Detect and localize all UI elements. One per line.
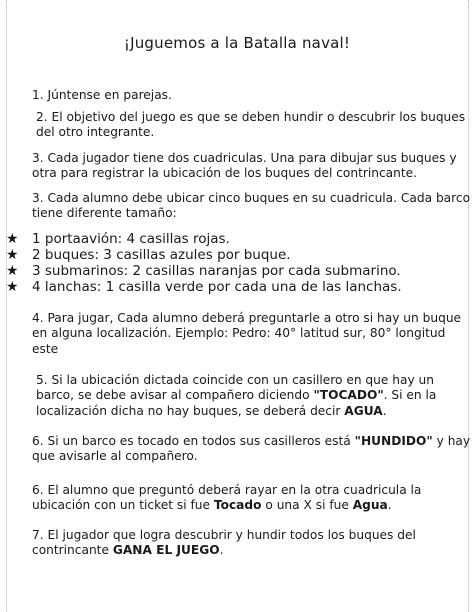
rule-2	[36, 110, 465, 141]
star-icon: ★	[6, 279, 19, 295]
win-keyword: GANA EL JUEGO	[112, 543, 220, 558]
rule-8-line-2	[32, 498, 421, 513]
rule-5-line-3: este	[32, 341, 59, 356]
rule-9-line-1: 7. El jugador que logra descubrir y hundir todos los buques del	[32, 528, 416, 542]
rule-7-text: y hay	[432, 434, 471, 448]
rule-8	[32, 483, 421, 514]
rule-8-line-1: 6. El alumno que preguntó deberá rayar en la otra cuadricula la	[32, 483, 422, 497]
rule-7-text: 6. Si un barco es tocado en todos sus casilleros está	[32, 434, 355, 448]
rule-4-line-1: 3. Cada alumno debe ubicar cinco buques en su cuadricula. Cada barco	[32, 191, 471, 205]
rule-6-line-1: 5. Si la ubicación dictada coincide con un casillero en que hay un	[36, 373, 434, 387]
rule-9-text: contrincante	[32, 543, 113, 558]
rule-5	[32, 311, 461, 357]
rule-3-line-2: otra para registrar la ubicación de los buques del contrincante.	[32, 166, 418, 181]
rule-9-line-2	[32, 543, 416, 558]
rule-6-text: localización dicha no hay buques, se deberá decir	[36, 403, 345, 418]
rule-2-line-2: del otro integrante.	[36, 125, 155, 140]
rule-3-line-1: 3. Cada jugador tiene dos cuadriculas. Una para dibujar sus buques y	[32, 151, 457, 165]
star-icon: ★	[6, 231, 19, 247]
hundido-keyword: "HUNDIDO"	[354, 434, 433, 448]
tocado-keyword: Tocado	[213, 498, 262, 513]
tocado-keyword: "TOCADO"	[313, 388, 384, 403]
rule-9-text: .	[219, 543, 224, 558]
agua-keyword: AGUA	[344, 403, 383, 418]
rule-6-text: .	[382, 403, 387, 418]
ship-item	[6, 279, 402, 295]
rule-7-line-2: que avisarle al compañero.	[32, 449, 198, 464]
rule-7	[32, 434, 470, 465]
rule-4	[32, 191, 470, 222]
rule-7-line-1	[32, 434, 470, 449]
rule-1: 1. Júntense en parejas.	[32, 88, 172, 102]
ship-item	[6, 247, 291, 263]
ship-item-label: 3 submarinos: 2 casillas naranjas por cada submarino.	[32, 263, 401, 279]
rule-6-text: barco, se debe avisar al compañero diciendo	[36, 388, 314, 403]
ship-item-label: 4 lanchas: 1 casilla verde por cada una de las lanchas.	[32, 279, 402, 295]
rule-9	[32, 528, 416, 559]
rule-5-line-1: 4. Para jugar, Cada alumno deberá preguntarle a otro si hay un buque	[32, 311, 462, 325]
ship-item	[6, 231, 230, 247]
rule-5-line-2: en alguna localización. Ejemplo: Pedro: 40° latitud sur, 80° longitud	[32, 326, 446, 341]
rule-8-text: .	[387, 498, 392, 513]
ship-item	[6, 263, 401, 279]
rule-4-line-2: tiene diferente tamaño:	[32, 206, 177, 221]
star-icon: ★	[6, 247, 19, 263]
rule-8-text: o una X si fue	[261, 498, 353, 513]
rule-6	[36, 373, 436, 419]
rule-2-line-1: 2. El objetivo del juego es que se deben hundir o descubrir los buques	[36, 110, 466, 124]
rule-6-line-3	[36, 404, 436, 419]
rule-6-line-2	[36, 388, 436, 403]
rule-8-text: ubicación con un ticket si fue	[32, 498, 214, 513]
ship-item-label: 1 portaavión: 4 casillas rojas.	[32, 231, 230, 247]
rule-3	[32, 151, 457, 182]
page-border-left	[6, 0, 7, 612]
rule-6-text: . Si en la	[383, 388, 437, 403]
page-title: ¡Juguemos a la Batalla naval!	[123, 34, 351, 52]
star-icon: ★	[6, 263, 19, 279]
ship-item-label: 2 buques: 3 casillas azules por buque.	[32, 247, 291, 263]
page-border-right	[468, 0, 469, 612]
agua-keyword: Agua	[352, 498, 388, 513]
